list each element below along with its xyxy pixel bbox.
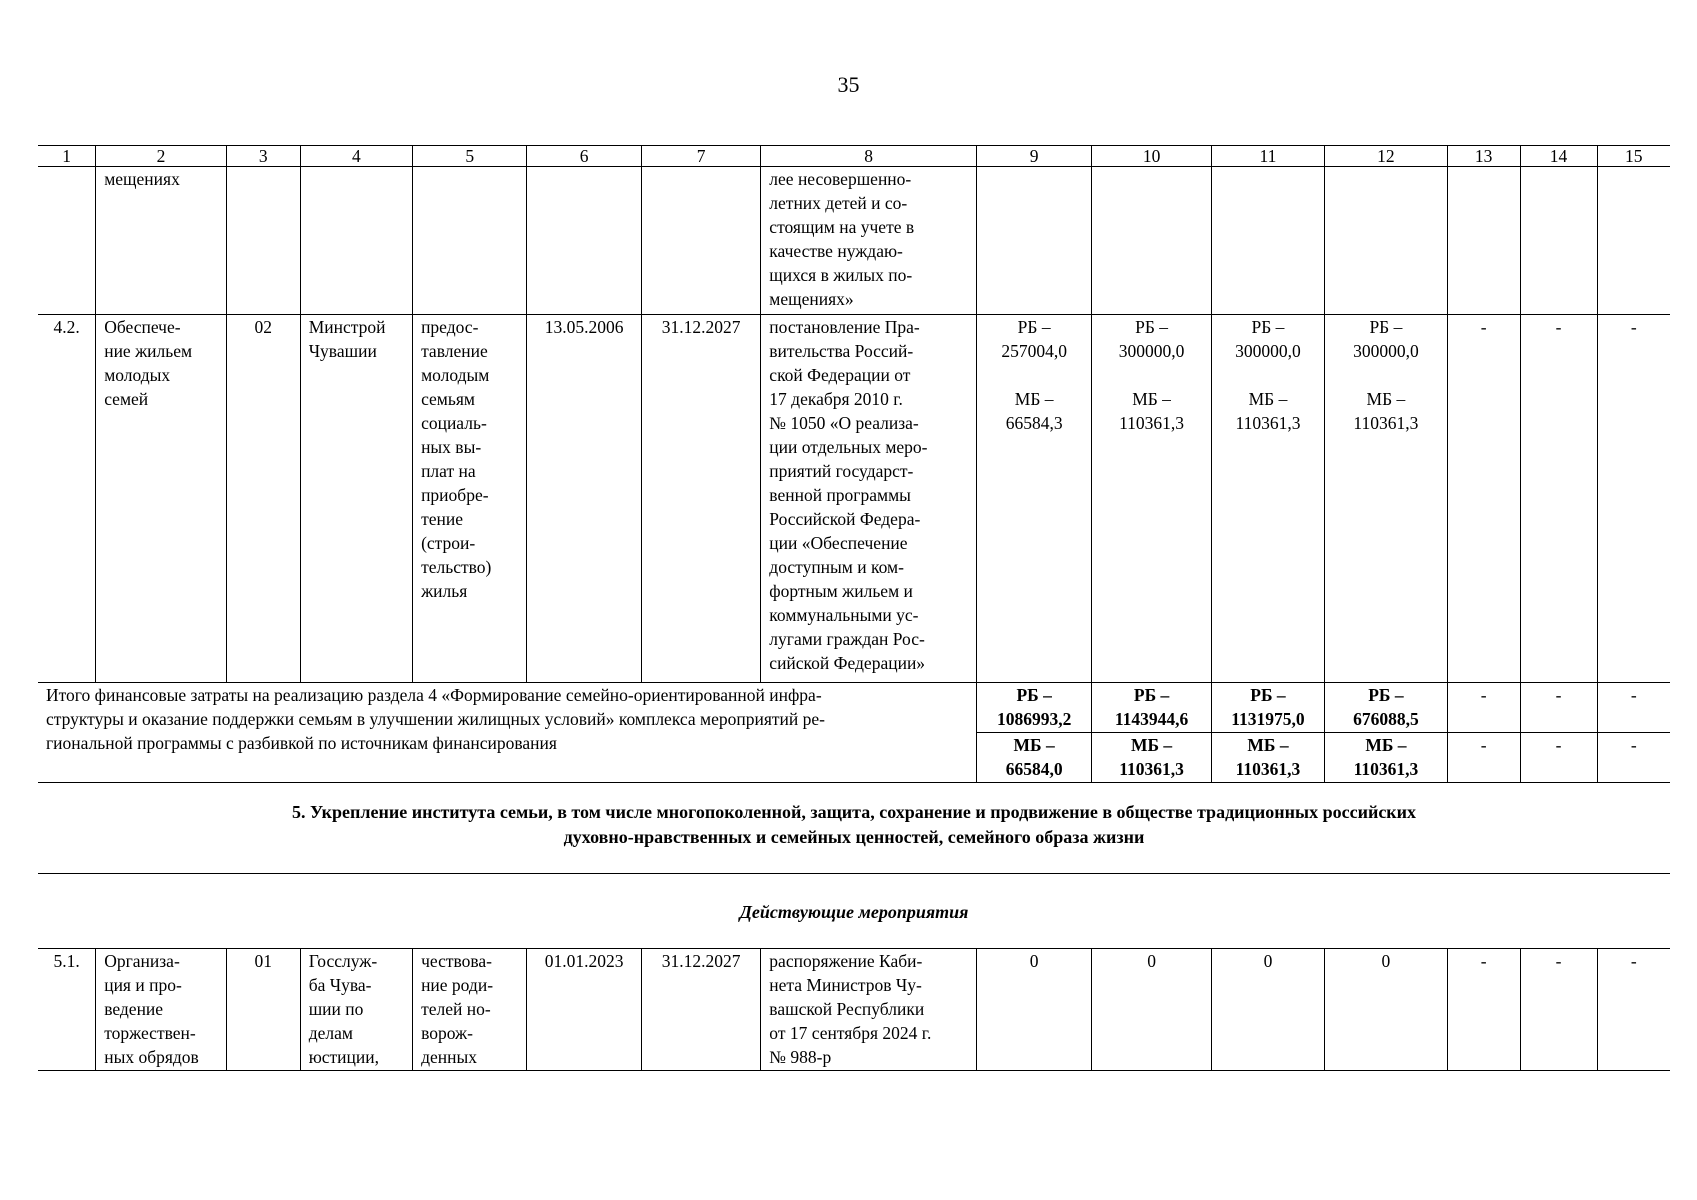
col13-cell: - xyxy=(1447,949,1520,1071)
col15-cell: - xyxy=(1597,315,1670,683)
cont-basis-cell: лее несовершенно- летних детей и со- стоящим на учете в качестве нуждаю- щихся в жилых по- мещениях» xyxy=(761,167,977,315)
col15-cell: - xyxy=(1597,949,1670,1071)
total-rb-2024: РБ – 1086993,2 xyxy=(976,683,1091,733)
legal-basis-cell: постановление Пра- вительства Россий- ской Федерации от 17 декабря 2010 г. № 1050 «О реализа- ции отдельных меро- приятий государст- венной программы Российской Федера- ции «Обеспечение доступным и ком- фортным жильем и коммунальными ус- лугами граждан Рос- сийской Федерации» xyxy=(761,315,977,683)
code-cell: 01 xyxy=(226,949,300,1071)
end-date: 31.12.2027 xyxy=(641,949,760,1071)
col-num-11: 11 xyxy=(1211,146,1324,167)
col-num-1: 1 xyxy=(38,146,96,167)
col-num-3: 3 xyxy=(226,146,300,167)
funding-2027: 0 xyxy=(1325,949,1448,1071)
total-rb-2027: РБ – 676088,5 xyxy=(1325,683,1448,733)
section-divider xyxy=(38,873,1670,874)
col-num-4: 4 xyxy=(300,146,412,167)
total-mb-col14: - xyxy=(1520,733,1597,783)
total-mb-2025: МБ – 110361,3 xyxy=(1092,733,1211,783)
total-label: Итого финансовые затраты на реализацию раздела 4 «Формирование семейно-ориентированной инфра- структуры и оказание поддержки семьям в улучшении жилищных условий» комплекса мероприятий ре- гиональной программы с разбивкой по источникам финансирования xyxy=(38,683,976,783)
measure-name: Обеспече- ние жильем молодых семей xyxy=(96,315,227,683)
col14-cell: - xyxy=(1520,949,1597,1071)
col13-cell: - xyxy=(1447,315,1520,683)
total-row-rb xyxy=(38,683,1670,733)
total-mb-2024: МБ – 66584,0 xyxy=(976,733,1091,783)
col-num-6: 6 xyxy=(527,146,641,167)
total-mb-col15: - xyxy=(1597,733,1670,783)
start-date: 13.05.2006 xyxy=(527,315,641,683)
end-date: 31.12.2027 xyxy=(641,315,760,683)
legal-basis-cell: распоряжение Каби- нета Министров Чу- вашской Республики от 17 сентября 2024 г. № 988-р xyxy=(761,949,977,1071)
description-cell: предос- тавление молодым семьям социаль- ных вы- плат на приобре- тение (строи- тельство) жилья xyxy=(413,315,527,683)
total-mb-2026: МБ – 110361,3 xyxy=(1211,733,1324,783)
funding-2026: РБ – 300000,0 МБ – 110361,3 xyxy=(1211,315,1324,683)
cont-name-cell: мещениях xyxy=(96,167,227,315)
col-num-12: 12 xyxy=(1325,146,1448,167)
col-num-13: 13 xyxy=(1447,146,1520,167)
table-row xyxy=(38,167,1670,315)
program-table xyxy=(38,145,1670,783)
column-number-row xyxy=(38,146,1670,167)
row-number: 5.1. xyxy=(38,949,96,1071)
total-rb-col14: - xyxy=(1520,683,1597,733)
funding-2026: 0 xyxy=(1211,949,1324,1071)
col-num-5: 5 xyxy=(413,146,527,167)
funding-2025: 0 xyxy=(1092,949,1211,1071)
section-title: 5. Укрепление института семьи, в том числе многопоколенной, защита, сохранение и продвижение в обществе традиционных российских духовно-нравственных и семейных ценностей, семейного образа жизни xyxy=(291,802,1417,847)
total-rb-2025: РБ – 1143944,6 xyxy=(1092,683,1211,733)
subheading: Действующие мероприятия xyxy=(739,902,969,922)
funding-2024: РБ – 257004,0 МБ – 66584,3 xyxy=(976,315,1091,683)
total-mb-col13: - xyxy=(1447,733,1520,783)
executor-cell: Минстрой Чувашии xyxy=(300,315,412,683)
start-date: 01.01.2023 xyxy=(527,949,641,1071)
funding-2025: РБ – 300000,0 МБ – 110361,3 xyxy=(1092,315,1211,683)
page-number: 35 xyxy=(837,72,860,97)
col-num-9: 9 xyxy=(976,146,1091,167)
col-num-8: 8 xyxy=(761,146,977,167)
total-rb-col13: - xyxy=(1447,683,1520,733)
total-rb-2026: РБ – 1131975,0 xyxy=(1211,683,1324,733)
col-num-15: 15 xyxy=(1597,146,1670,167)
funding-2027: РБ – 300000,0 МБ – 110361,3 xyxy=(1325,315,1448,683)
row-number: 4.2. xyxy=(38,315,96,683)
col-num-10: 10 xyxy=(1092,146,1211,167)
code-cell: 02 xyxy=(226,315,300,683)
table-row xyxy=(38,949,1670,1071)
total-rb-col15: - xyxy=(1597,683,1670,733)
col-num-2: 2 xyxy=(96,146,227,167)
col-num-14: 14 xyxy=(1520,146,1597,167)
program-table-continued xyxy=(38,948,1670,1071)
col14-cell: - xyxy=(1520,315,1597,683)
funding-2024: 0 xyxy=(976,949,1091,1071)
measure-name: Организа- ция и про- ведение торжествен- ных обрядов xyxy=(96,949,227,1071)
table-row xyxy=(38,315,1670,683)
description-cell: чествова- ние роди- телей но- ворож- денных xyxy=(413,949,527,1071)
col-num-7: 7 xyxy=(641,146,760,167)
executor-cell: Госслуж- ба Чува- шии по делам юстиции, xyxy=(300,949,412,1071)
total-mb-2027: МБ – 110361,3 xyxy=(1325,733,1448,783)
